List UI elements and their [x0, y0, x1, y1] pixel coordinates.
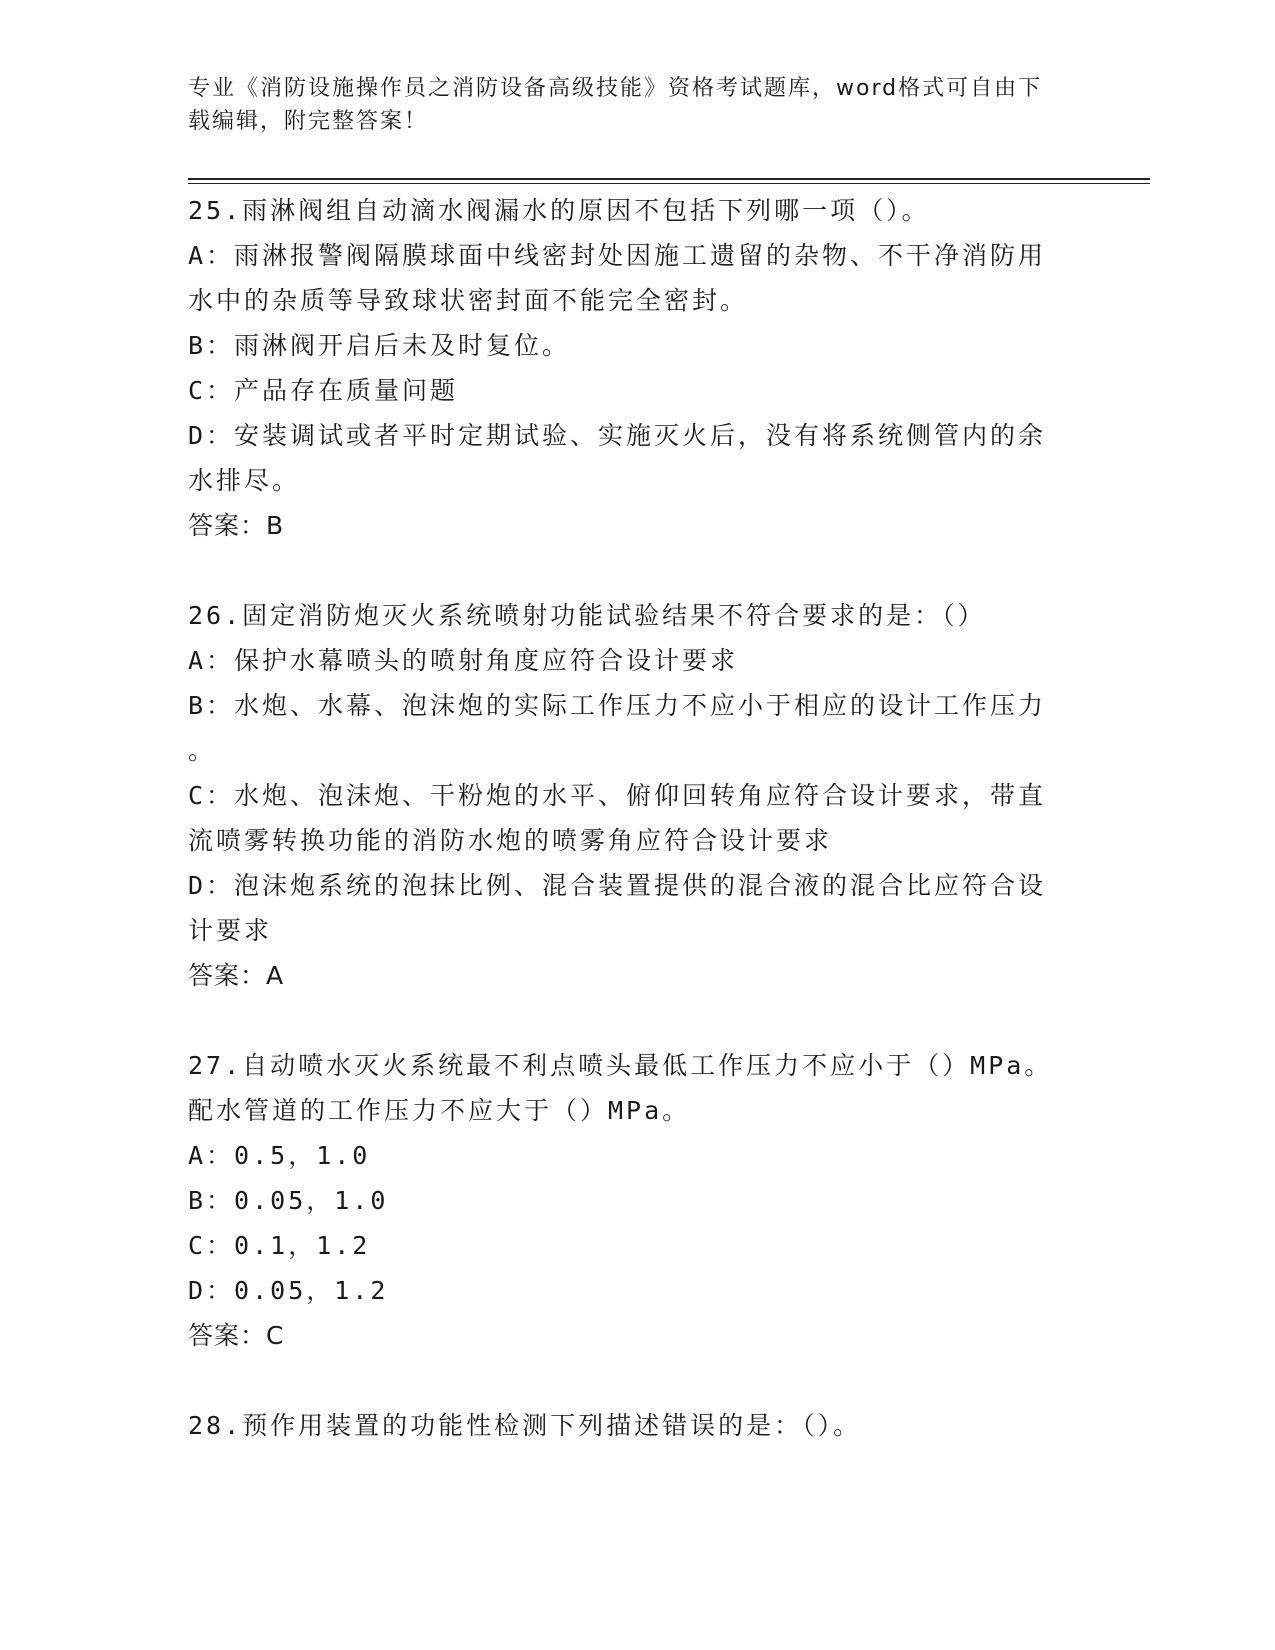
option-c: C：0.1，1.2 — [188, 1231, 371, 1260]
question-stem-continued: 配水管道的工作压力不应大于（）MPa。 — [188, 1096, 691, 1125]
question-stem: 25.雨淋阀组自动滴水阀漏水的原因不包括下列哪一项（）。 — [188, 196, 930, 225]
question-26 — [188, 593, 1088, 998]
option-b: B：水炮、水幕、泡沫炮的实际工作压力不应小于相应的设计工作压力 — [188, 691, 1047, 720]
option-b-continued: 。 — [188, 736, 217, 765]
spacer — [188, 1358, 1088, 1403]
answer: 答案：A — [188, 961, 285, 990]
option-a: A：0.5，1.0 — [188, 1141, 371, 1170]
question-stem: 26.固定消防炮灭火系统喷射功能试验结果不符合要求的是：（） — [188, 601, 986, 630]
document-header — [188, 72, 1068, 138]
answer: 答案：C — [188, 1321, 285, 1350]
header-divider — [188, 178, 1150, 184]
header-line-2: 载编辑，附完整答案！ — [188, 109, 429, 134]
option-c: C：产品存在质量问题 — [188, 376, 459, 405]
option-b: B：0.05，1.0 — [188, 1186, 389, 1215]
question-27 — [188, 1043, 1088, 1358]
option-d: D：泡沫炮系统的泡抹比例、混合装置提供的混合液的混合比应符合设 — [188, 871, 1047, 900]
option-d-continued: 计要求 — [188, 916, 273, 945]
question-25 — [188, 188, 1088, 548]
spacer — [188, 998, 1088, 1043]
option-a: A：保护水幕喷头的喷射角度应符合设计要求 — [188, 646, 739, 675]
header-line-1: 专业《消防设施操作员之消防设备高级技能》资格考试题库，word格式可自由下 — [188, 76, 1043, 101]
spacer — [188, 548, 1088, 593]
answer: 答案：B — [188, 511, 285, 540]
question-28 — [188, 1403, 1088, 1448]
question-stem: 27.自动喷水灭火系统最不利点喷头最低工作压力不应小于（）MPa。 — [188, 1051, 1053, 1080]
option-b: B：雨淋阀开启后未及时复位。 — [188, 331, 571, 360]
question-stem: 28.预作用装置的功能性检测下列描述错误的是：（）。 — [188, 1411, 862, 1440]
option-d: D：0.05，1.2 — [188, 1276, 389, 1305]
option-c-continued: 流喷雾转换功能的消防水炮的喷雾角应符合设计要求 — [188, 826, 833, 855]
option-d: D：安装调试或者平时定期试验、实施灭火后，没有将系统侧管内的余 — [188, 421, 1047, 450]
question-list — [188, 188, 1088, 1448]
option-a: A：雨淋报警阀隔膜球面中线密封处因施工遗留的杂物、不干净消防用 — [188, 241, 1047, 270]
option-c: C：水炮、泡沫炮、干粉炮的水平、俯仰回转角应符合设计要求，带直 — [188, 781, 1047, 810]
option-a-continued: 水中的杂质等导致球状密封面不能完全密封。 — [188, 286, 749, 315]
option-d-continued: 水排尽。 — [188, 466, 301, 495]
